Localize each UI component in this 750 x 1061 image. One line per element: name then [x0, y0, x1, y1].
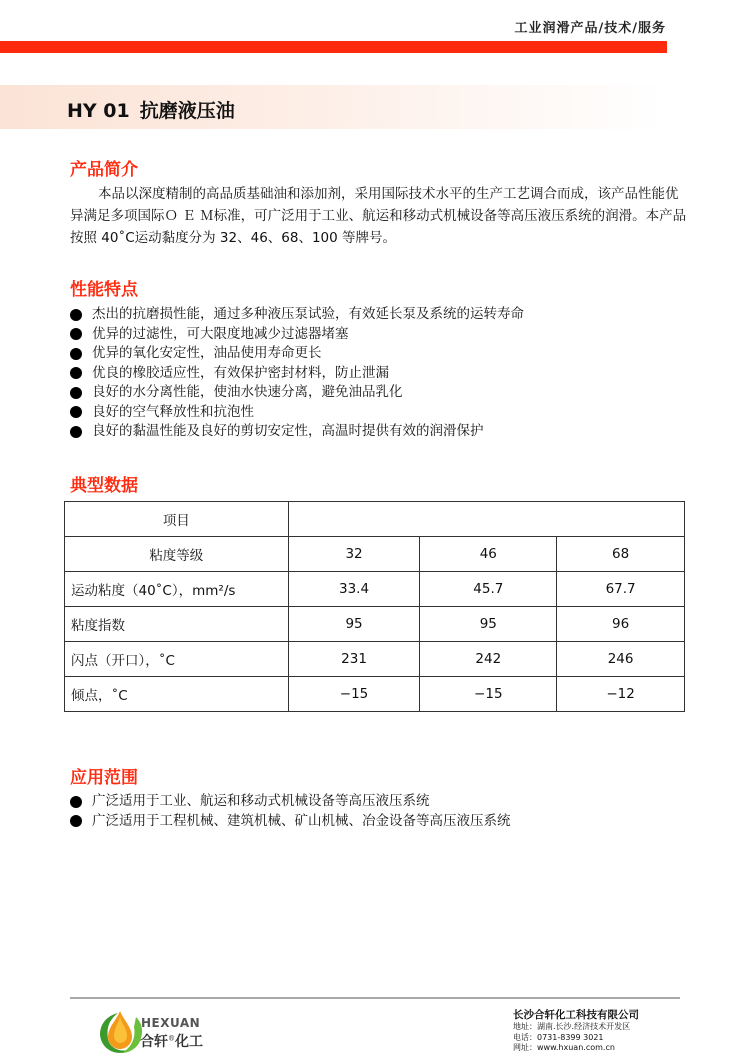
row-label: 粘度指数: [65, 607, 289, 642]
logo-text-english: HEXUAN: [141, 1016, 201, 1030]
intro-text: 本品以深度精制的高品质基础油和添加剂，采用国际技术水平的生产工艺调合而成，该产品性能优异满足多项国际Ｏ Ｅ Ｍ标准，可广泛用于工业、航运和移动式机械设备等高压液压系统的润滑。本产品按照 40˚C运动黏度分为 32、46、68、100 等牌号。: [70, 186, 687, 246]
table-row: [65, 537, 685, 572]
cell-value: 67.7: [557, 572, 685, 607]
row-label: 倾点，˚C: [65, 677, 289, 712]
intro-paragraph: [70, 183, 690, 249]
page-title: [67, 96, 235, 123]
cell-value: 246: [557, 642, 685, 677]
table-row: [65, 642, 685, 677]
application-item: 广泛适用于工程机械、建筑机械、矿山机械、冶金设备等高压液压系统: [70, 812, 511, 832]
application-item: 广泛适用于工业、航运和移动式机械设备等高压液压系统: [70, 792, 511, 812]
company-name: 长沙合轩化工科技有限公司: [513, 1009, 639, 1021]
company-address: 地址：湖南.长沙.经济技术开发区: [513, 1022, 631, 1031]
cell-value: 242: [420, 642, 557, 677]
bullet-icon: [70, 796, 82, 808]
product-name: 抗磨液压油: [139, 100, 235, 122]
typical-data-heading: 典型数据: [70, 476, 138, 496]
feature-item: 优异的过滤性，可大限度地减少过滤器堵塞: [70, 325, 524, 345]
bullet-icon: [70, 406, 82, 418]
feature-item: 优良的橡胶适应性，有效保护密封材料，防止泄漏: [70, 364, 524, 384]
cell-value: 96: [557, 607, 685, 642]
bullet-icon: [70, 328, 82, 340]
table-header-empty: [288, 502, 684, 537]
company-info: [513, 1008, 639, 1054]
header-red-bar: [0, 41, 667, 53]
feature-item: 优异的氧化安定性，油品使用寿命更长: [70, 344, 524, 364]
cell-value: 33.4: [288, 572, 420, 607]
cell-value: 95: [420, 607, 557, 642]
bullet-icon: [70, 367, 82, 379]
table-row: [65, 572, 685, 607]
cell-value: −15: [420, 677, 557, 712]
cell-value: −12: [557, 677, 685, 712]
cell-value: 46: [420, 537, 557, 572]
bullet-icon: [70, 426, 82, 438]
feature-item: 杰出的抗磨损性能，通过多种液压泵试验，有效延长泵及系统的运转寿命: [70, 305, 524, 325]
bullet-icon: [70, 815, 82, 827]
row-label: 运动粘度（40˚C），mm²/s: [65, 572, 289, 607]
cell-value: 45.7: [420, 572, 557, 607]
bullet-icon: [70, 387, 82, 399]
company-website: 网址：www.hxuan.com.cn: [513, 1043, 615, 1052]
feature-item: 良好的水分离性能，使油水快速分离，避免油品乳化: [70, 383, 524, 403]
bullet-icon: [70, 348, 82, 360]
header-tagline: 工业润滑产品/技术/服务: [514, 21, 666, 36]
table-header-label: 项目: [65, 502, 289, 537]
cell-value: 231: [288, 642, 420, 677]
intro-heading: 产品简介: [70, 160, 138, 180]
applications-heading: 应用范围: [70, 768, 138, 788]
cell-value: 32: [288, 537, 420, 572]
table-row: [65, 607, 685, 642]
row-label: 闪点（开口），˚C: [65, 642, 289, 677]
row-label: 粘度等级: [65, 537, 289, 572]
cell-value: 68: [557, 537, 685, 572]
product-code: HY 01: [67, 100, 130, 122]
table-row: [65, 677, 685, 712]
logo-text-chinese: 合轩®化工: [140, 1034, 203, 1050]
company-phone: 电话：0731-8399 3021: [513, 1032, 604, 1042]
table-header-row: [65, 502, 685, 537]
typical-data-table: [64, 501, 685, 712]
feature-item: 良好的空气释放性和抗泡性: [70, 403, 524, 423]
footer-divider: [70, 997, 680, 999]
bullet-icon: [70, 309, 82, 321]
features-list: [70, 305, 524, 442]
cell-value: −15: [288, 677, 420, 712]
cell-value: 95: [288, 607, 420, 642]
feature-item: 良好的黏温性能及良好的剪切安定性，高温时提供有效的润滑保护: [70, 422, 524, 442]
applications-list: [70, 792, 511, 831]
features-heading: 性能特点: [70, 280, 138, 300]
